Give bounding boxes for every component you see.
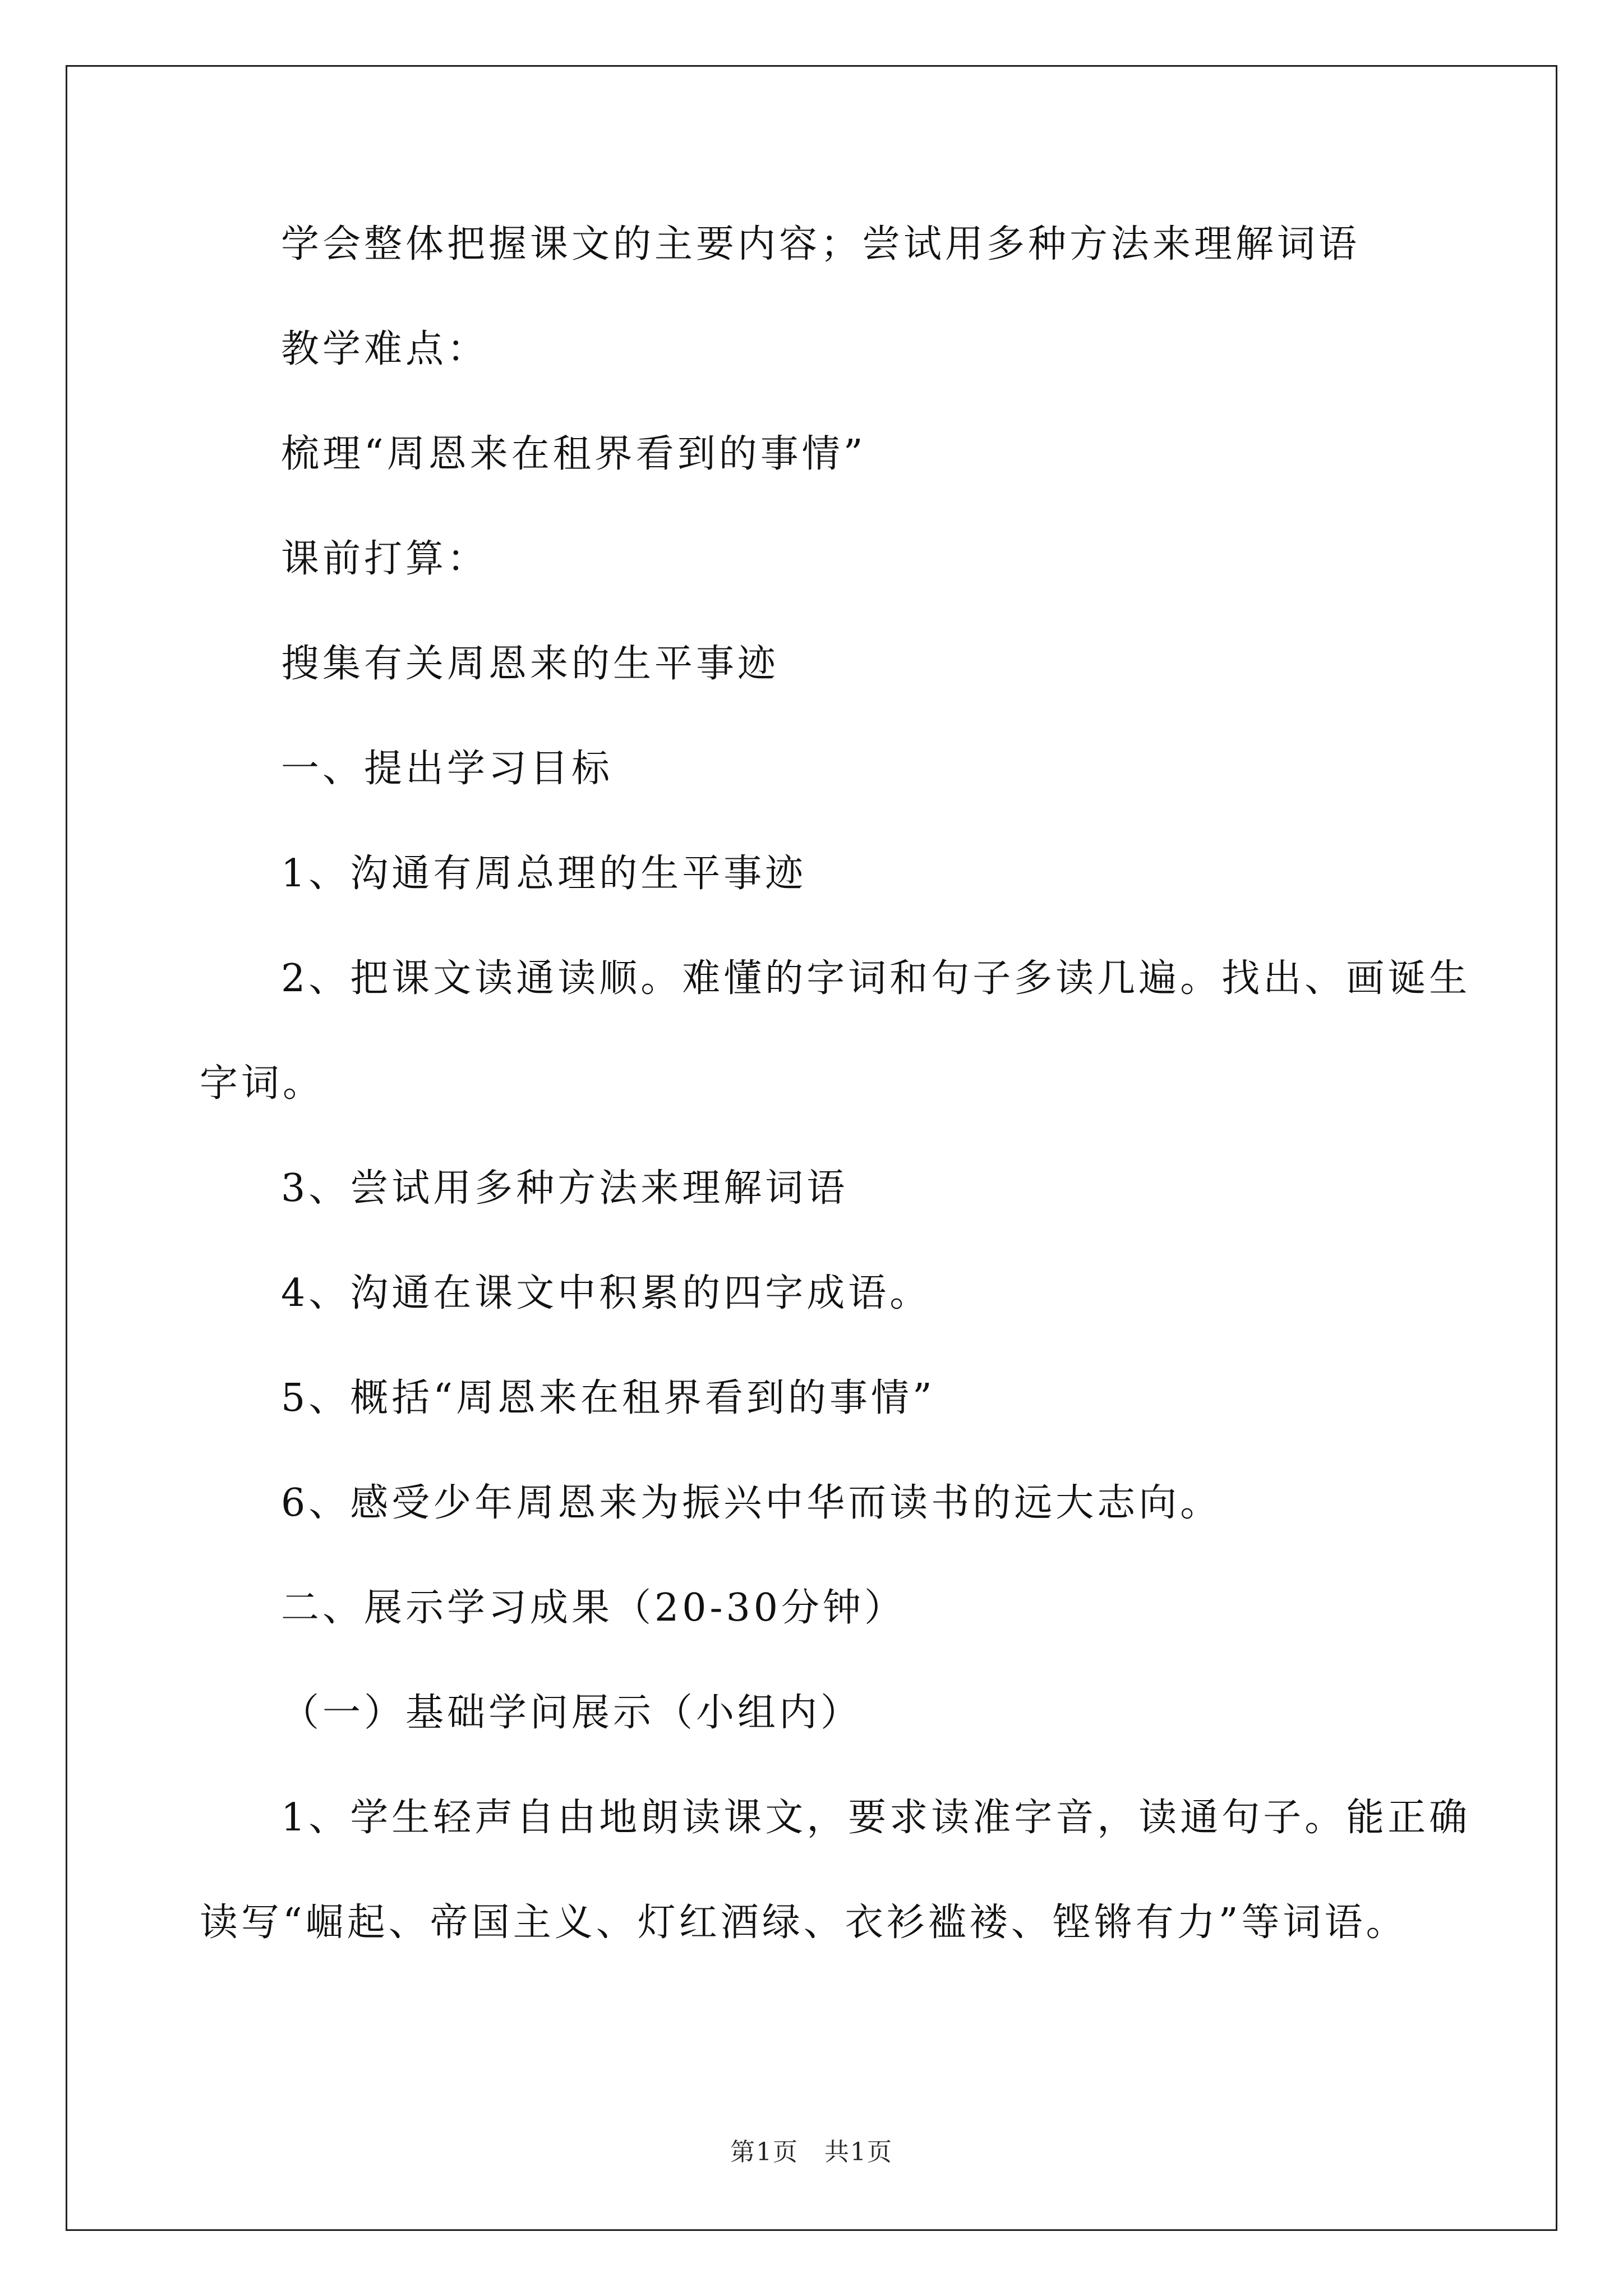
list-item: 4、沟通在课文中积累的四字成语。 <box>281 1271 932 1315</box>
paragraph: 课前打算： <box>281 537 489 581</box>
document-body <box>200 219 1471 2002</box>
list-item-continuation: 读写“崛起、帝国主义、灯红酒绿、衣衫褴褛、铿锵有力”等词语。 <box>200 1901 1408 1945</box>
list-item: 5、概括“周恩来在租界看到的事情” <box>281 1376 935 1420</box>
list-item: 1、学生轻声自由地朗读课文，要求读准字音，读通句子。能正确 <box>281 1796 1471 1840</box>
paragraph: 搜集有关周恩来的生平事迹 <box>281 642 780 686</box>
section-heading: 一、提出学习目标 <box>281 747 614 791</box>
list-item: 6、感受少年周恩来为振兴中华而读书的远大志向。 <box>281 1481 1222 1525</box>
paragraph: 教学难点： <box>281 327 489 371</box>
list-item: 1、沟通有周总理的生平事迹 <box>281 852 807 896</box>
page-footer: 第1页 共1页 <box>730 2138 893 2166</box>
list-item: 2、把课文读通读顺。难懂的字词和句子多读几遍。找出、画诞生 <box>281 956 1471 1001</box>
paragraph: 梳理“周恩来在租界看到的事情” <box>281 432 866 476</box>
subsection-heading: （一）基础学问展示（小组内） <box>281 1691 863 1735</box>
paragraph: 学会整体把握课文的主要内容；尝试用多种方法来理解词语 <box>281 222 1361 266</box>
list-item-continuation: 字词。 <box>200 1061 325 1106</box>
section-heading: 二、展示学习成果（20-30分钟） <box>281 1586 906 1630</box>
list-item: 3、尝试用多种方法来理解词语 <box>281 1166 849 1211</box>
